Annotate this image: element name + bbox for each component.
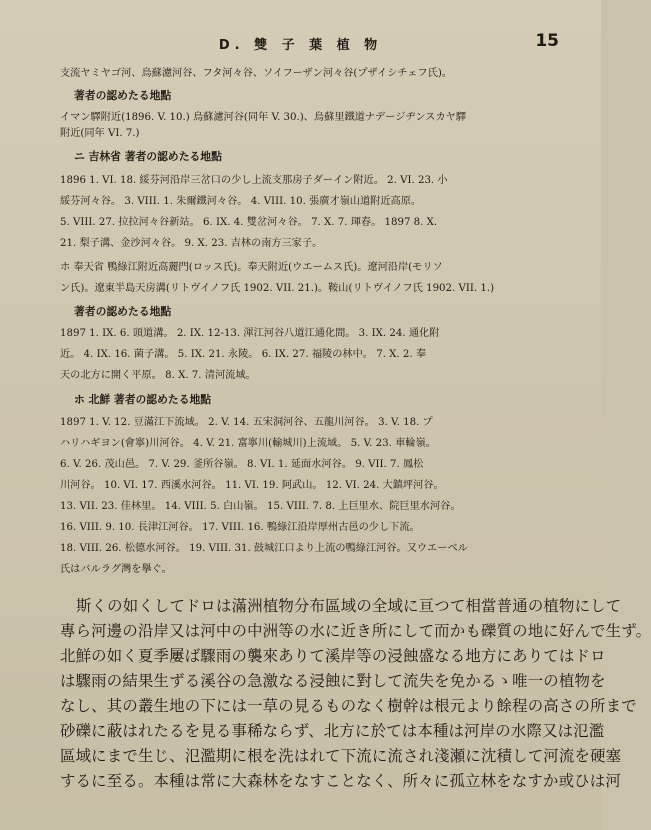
body-paragraph-line: 斯くの如くしてドロは滿洲植物分布區域の全域に亘つて相當普通の植物にして (76, 597, 622, 615)
body-paragraph-line: 專ら河邊の沿岸又は河中の中洲等の水に近き所にして而かも礫質の地に好んで生ず。 (60, 622, 651, 640)
body-paragraph-line: 砂礫に蔽はれたるを見る事稀ならず、北方に於ては本種は河岸の水際又は氾濫 (60, 722, 605, 740)
section-subheading: 著者の認めたる地點 (74, 305, 172, 318)
locality-line: 21. 梨子溝、金沙河々谷。 9. X. 23. 吉林の南方三家子。 (60, 238, 323, 249)
locality-line: 氏はバルラグ灣を擧ぐ。 (60, 564, 172, 575)
locality-line: 支流ヤミヤゴ河、烏蘇濾河谷、フタ河々谷、ソイフーザン河々谷(プザイシチェフ氏)。 (60, 68, 453, 79)
locality-line: 天の北方に開く平原。 8. X. 7. 清河流域。 (60, 370, 256, 381)
locality-line: 附近(同年 VI. 7.) (60, 128, 140, 139)
body-paragraph-line: 區域にまで生じ、氾濫期に根を洗はれて下流に流され淺瀬に沈積して河流を硬塞 (60, 747, 622, 765)
body-paragraph-line: するに至る。本種は常に大森林をなすことなく、所々に孤立林をなすか或ひは河 (60, 772, 621, 790)
locality-line: 16. VIII. 9. 10. 長津江河谷。 17. VIII. 16. 鴨綠江沿岸厚州古邑の少し下流。 (60, 522, 420, 533)
running-header: D. 雙 子 葉 植 物 (218, 38, 383, 53)
body-paragraph-line: なし、其の叢生地の下には一草の見るものなく樹幹は根元より餘程の高さの所まで (60, 697, 637, 715)
locality-line: ハリハギヨン(會寧)川河谷。 4. V. 21. 富寧川(輸城川)上流域。 5. V. 23. 車輪嶺。 (60, 438, 436, 449)
locality-line: イマン驛附近(1896. V. 10.) 烏蘇濾河谷(同年 V. 30.)、烏蘇里鐵道ナデージヂンスカヤ驛 (60, 112, 467, 123)
section-heading-kirin: ニ 吉林省 著者の認めたる地點 (74, 150, 222, 163)
locality-line: 1897 1. V. 12. 豆滿江下流域。 2. V. 14. 五宋洞河谷、五龍川河谷。 3. V. 18. プ (60, 417, 433, 428)
locality-line: 川河谷。 10. VI. 17. 西溪水河谷。 11. VI. 19. 阿武山。 12. VI. 24. 大鎮坪河谷。 (60, 480, 444, 491)
locality-line: 綏芬河々谷。 3. VIII. 1. 朱爾鐵河々谷。 4. VIII. 10. 張廣才嶺山道附近高原。 (60, 196, 422, 207)
locality-line: 13. VII. 23. 佳林里。 14. VIII. 5. 白山嶺。 15. VIII. 7. 8. 上巨里水、院巨里水河谷。 (60, 501, 461, 512)
page-number: 15 (535, 31, 559, 51)
body-paragraph-line: は驟雨の結果生ずる溪谷の急激なる浸蝕に對して流失を免かるゝ唯一の植物を (60, 672, 606, 690)
locality-line: ン氏)。遼東半島天房溝(リトヴイノフ氏 1902. VII. 21.)。鞍山(リトヴイノフ氏 1902. VII. 1.) (60, 283, 495, 294)
locality-line: 1897 1. IX. 6. 頭道溝。 2. IX. 12-13. 渾江河谷八道江通化間。 3. IX. 24. 通化附 (60, 328, 440, 339)
section-heading-fengtien: ホ 奉天省 鴨綠江附近高麗門(ロッス氏)。奉天附近(ウエームス氏)。遼河沿岸(モリソ (60, 262, 443, 273)
locality-line: 近。 4. IX. 16. 菌子溝。 5. IX. 21. 永陵。 6. IX. 27. 福陵の林中。 7. X. 2. 奉 (60, 349, 427, 360)
locality-line: 1896 1. VI. 18. 綏芬河沿岸三岔口の少し上流支那房子ダーイン附近。 2. VI. 23. 小 (60, 175, 448, 186)
locality-line: 6. V. 26. 茂山邑。 7. V. 29. 釜所谷嶺。 8. VI. 1. 延面水河谷。 9. VII. 7. 鳳松 (60, 459, 424, 470)
body-paragraph-line: 北鮮の如く夏季屢ば驟雨の襲來ありて溪岸等の浸蝕盛なる地方にありてはドロ (60, 647, 606, 665)
locality-line: 5. VIII. 27. 拉拉河々谷新站。 6. IX. 4. 雙岔河々谷。 7. X. 7. 琿春。 1897 8. X. (60, 217, 438, 228)
section-subheading: 著者の認めたる地點 (74, 89, 172, 102)
section-heading-north-korea: ホ 北鮮 著者の認めたる地點 (74, 393, 212, 406)
locality-line: 18. VIII. 26. 松德水河谷。 19. VIII. 31. 鼓城江口より上流の鴨綠江河谷。又ウエーベル (60, 543, 468, 554)
